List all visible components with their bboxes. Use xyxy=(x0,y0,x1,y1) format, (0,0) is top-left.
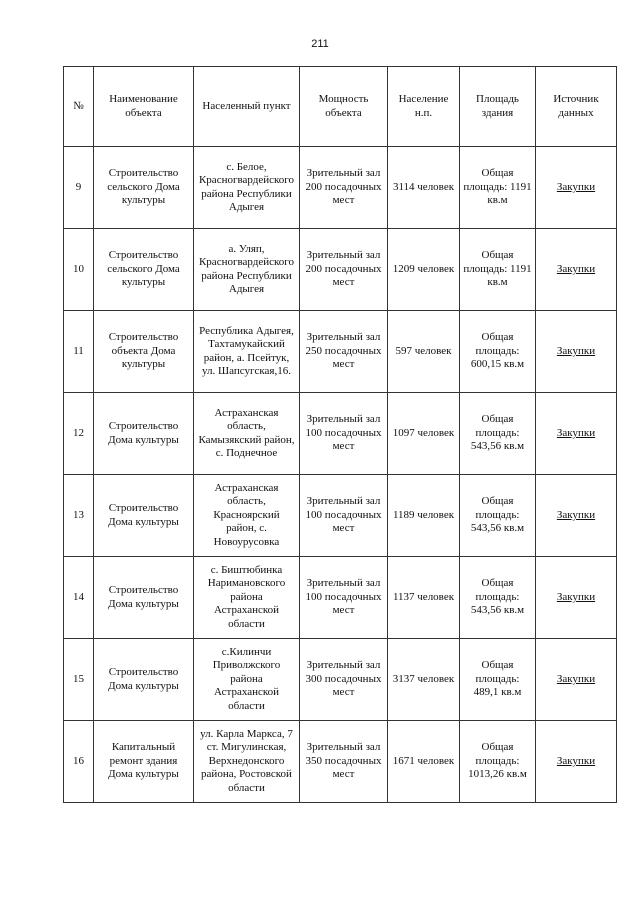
building-area: Общая площадь: 1191 кв.м xyxy=(460,147,536,229)
table-row xyxy=(64,639,617,721)
locality: с. Биштюбинка Наримановского района Астраханской области xyxy=(194,557,300,639)
page-number: 211 xyxy=(311,38,329,50)
building-area: Общая площадь: 1191 кв.м xyxy=(460,229,536,311)
object-name: Строительство Дома культуры xyxy=(94,557,194,639)
header-population: Население н.п. xyxy=(388,67,460,147)
object-name: Строительство объекта Дома культуры xyxy=(94,311,194,393)
population: 3114 человек xyxy=(388,147,460,229)
source-cell xyxy=(536,147,617,229)
source-link[interactable]: Закупки xyxy=(556,672,596,685)
source-cell xyxy=(536,311,617,393)
source-cell xyxy=(536,639,617,721)
locality: Астраханская область, Красноярский район, с. Новоурусовка xyxy=(194,475,300,557)
capacity: Зрительный зал 100 посадочных мест xyxy=(300,557,388,639)
header-name: Наименование объекта xyxy=(94,67,194,147)
source-link[interactable]: Закупки xyxy=(556,180,596,193)
row-num: 10 xyxy=(64,229,94,311)
locality: с.Килинчи Приволжского района Астраханской области xyxy=(194,639,300,721)
capacity: Зрительный зал 250 посадочных мест xyxy=(300,311,388,393)
row-num: 9 xyxy=(64,147,94,229)
object-name: Капитальный ремонт здания Дома культуры xyxy=(94,721,194,803)
capacity: Зрительный зал 200 посадочных мест xyxy=(300,147,388,229)
building-area: Общая площадь: 543,56 кв.м xyxy=(460,393,536,475)
capacity: Зрительный зал 100 посадочных мест xyxy=(300,393,388,475)
capacity: Зрительный зал 350 посадочных мест xyxy=(300,721,388,803)
source-cell xyxy=(536,721,617,803)
object-name: Строительство Дома культуры xyxy=(94,393,194,475)
row-num: 11 xyxy=(64,311,94,393)
source-cell xyxy=(536,229,617,311)
row-num: 14 xyxy=(64,557,94,639)
object-name: Строительство Дома культуры xyxy=(94,639,194,721)
locality: Республика Адыгея, Тахтамукайский район, а. Псейтук, ул. Шапсугская,16. xyxy=(194,311,300,393)
building-area: Общая площадь: 543,56 кв.м xyxy=(460,475,536,557)
header-num: № xyxy=(64,67,94,147)
header-row xyxy=(64,67,617,147)
header-locality: Населенный пункт xyxy=(194,67,300,147)
population: 1189 человек xyxy=(388,475,460,557)
row-num: 12 xyxy=(64,393,94,475)
source-link[interactable]: Закупки xyxy=(556,590,596,603)
row-num: 15 xyxy=(64,639,94,721)
source-cell xyxy=(536,393,617,475)
locality: ул. Карла Маркса, 7 ст. Мигулинская, Верхнедонского района, Ростовской области xyxy=(194,721,300,803)
population: 3137 человек xyxy=(388,639,460,721)
source-cell xyxy=(536,557,617,639)
source-link[interactable]: Закупки xyxy=(556,508,596,521)
population: 1097 человек xyxy=(388,393,460,475)
table-row xyxy=(64,475,617,557)
header-capacity: Мощность объекта xyxy=(300,67,388,147)
building-area: Общая площадь: 600,15 кв.м xyxy=(460,311,536,393)
header-source: Источник данных xyxy=(536,67,617,147)
object-name: Строительство сельского Дома культуры xyxy=(94,229,194,311)
population: 597 человек xyxy=(388,311,460,393)
capacity: Зрительный зал 300 посадочных мест xyxy=(300,639,388,721)
table-row xyxy=(64,721,617,803)
building-area: Общая площадь: 1013,26 кв.м xyxy=(460,721,536,803)
source-link[interactable]: Закупки xyxy=(556,754,596,767)
table-row xyxy=(64,229,617,311)
building-area: Общая площадь: 489,1 кв.м xyxy=(460,639,536,721)
source-link[interactable]: Закупки xyxy=(556,344,596,357)
locality: а. Уляп, Красногвардейского района Республики Адыгея xyxy=(194,229,300,311)
table-row xyxy=(64,311,617,393)
locality: с. Белое, Красногвардейского района Республики Адыгея xyxy=(194,147,300,229)
building-area: Общая площадь: 543,56 кв.м xyxy=(460,557,536,639)
capacity: Зрительный зал 100 посадочных мест xyxy=(300,475,388,557)
population: 1137 человек xyxy=(388,557,460,639)
row-num: 16 xyxy=(64,721,94,803)
table-row xyxy=(64,557,617,639)
table-row xyxy=(64,393,617,475)
capacity: Зрительный зал 200 посадочных мест xyxy=(300,229,388,311)
header-area: Площадь здания xyxy=(460,67,536,147)
source-link[interactable]: Закупки xyxy=(556,426,596,439)
object-name: Строительство Дома культуры xyxy=(94,475,194,557)
row-num: 13 xyxy=(64,475,94,557)
table-row xyxy=(64,147,617,229)
population: 1671 человек xyxy=(388,721,460,803)
object-name: Строительство сельского Дома культуры xyxy=(94,147,194,229)
source-link[interactable]: Закупки xyxy=(556,262,596,275)
source-cell xyxy=(536,475,617,557)
objects-table xyxy=(63,66,617,803)
locality: Астраханская область, Камызякский район, с. Поднечное xyxy=(194,393,300,475)
population: 1209 человек xyxy=(388,229,460,311)
